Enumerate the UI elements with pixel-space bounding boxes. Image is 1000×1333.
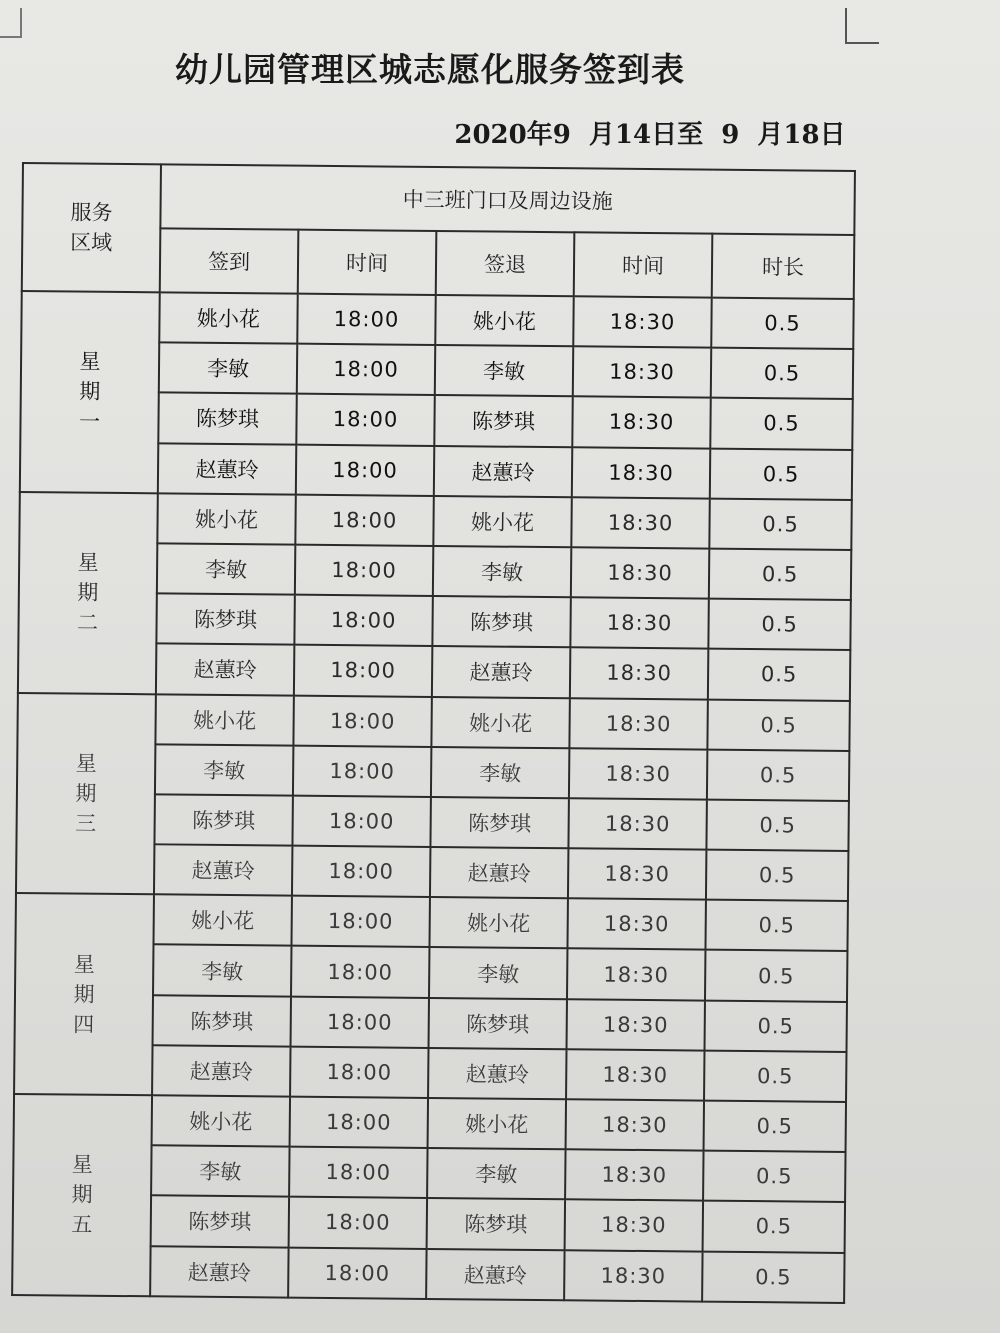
sign-in-cell: 赵蕙玲 — [154, 844, 292, 896]
col-header-sign-in: 签到 — [160, 228, 299, 293]
time-out-cell: 18:30 — [564, 1250, 702, 1302]
time-out-cell: 18:30 — [569, 748, 707, 800]
col-header-time-in: 时间 — [298, 230, 437, 295]
time-in-cell: 18:00 — [288, 1247, 426, 1299]
time-out-cell: 18:30 — [572, 397, 710, 449]
sign-out-cell: 姚小花 — [433, 496, 571, 548]
duration-cell: 0.5 — [711, 298, 854, 350]
time-in-cell: 18:00 — [295, 545, 433, 597]
sign-in-cell: 姚小花 — [159, 292, 297, 344]
duration-cell: 0.5 — [703, 1151, 846, 1203]
time-in-cell: 18:00 — [291, 896, 429, 948]
time-in-cell: 18:00 — [293, 745, 431, 797]
sign-out-cell: 姚小花 — [429, 897, 567, 949]
time-out-cell: 18:30 — [570, 597, 708, 649]
duration-cell: 0.5 — [709, 549, 852, 601]
sign-in-cell: 赵蕙玲 — [152, 1045, 290, 1097]
sign-in-cell: 姚小花 — [153, 895, 291, 947]
sign-out-cell: 李敏 — [431, 747, 569, 799]
time-in-cell: 18:00 — [296, 444, 434, 496]
duration-cell: 0.5 — [708, 599, 851, 651]
sign-in-cell: 李敏 — [153, 945, 291, 997]
sign-in-cell: 陈梦琪 — [156, 593, 294, 645]
sign-in-cell: 姚小花 — [157, 493, 295, 545]
signin-table — [11, 162, 856, 1304]
sign-in-cell: 李敏 — [151, 1145, 289, 1197]
sign-out-cell: 赵蕙玲 — [434, 446, 572, 498]
sign-out-cell: 李敏 — [427, 1148, 565, 1200]
time-out-cell: 18:30 — [567, 899, 705, 951]
time-out-cell: 18:30 — [568, 848, 706, 900]
duration-cell: 0.5 — [702, 1251, 845, 1303]
sign-out-cell: 李敏 — [435, 345, 573, 397]
time-out-cell: 18:30 — [570, 648, 708, 700]
time-in-cell: 18:00 — [290, 1097, 428, 1149]
duration-cell: 0.5 — [706, 799, 849, 851]
table-row — [21, 291, 853, 349]
sign-in-cell: 陈梦琪 — [154, 794, 292, 846]
time-out-cell: 18:30 — [573, 346, 711, 398]
sign-in-cell: 姚小花 — [152, 1095, 290, 1147]
sign-in-cell: 李敏 — [157, 543, 295, 595]
time-in-cell: 18:00 — [290, 1046, 428, 1098]
sign-in-cell: 陈梦琪 — [153, 995, 291, 1047]
duration-cell: 0.5 — [710, 398, 853, 450]
table-row — [14, 1094, 846, 1152]
sign-in-cell: 陈梦琪 — [151, 1196, 289, 1248]
sign-in-cell: 赵蕙玲 — [156, 644, 294, 696]
table-row — [15, 893, 847, 951]
time-out-cell: 18:30 — [568, 798, 706, 850]
time-in-cell: 18:00 — [289, 1197, 427, 1249]
time-out-cell: 18:30 — [565, 1149, 703, 1201]
duration-cell: 0.5 — [708, 649, 851, 701]
time-in-cell: 18:00 — [294, 645, 432, 697]
sign-in-cell: 赵蕙玲 — [158, 443, 296, 495]
day-label: 星 期 三 — [16, 692, 156, 894]
time-in-cell: 18:00 — [296, 394, 434, 446]
duration-cell: 0.5 — [704, 1050, 847, 1102]
sign-out-cell: 赵蕙玲 — [428, 1048, 566, 1100]
time-in-cell: 18:00 — [293, 695, 431, 747]
time-in-cell: 18:00 — [289, 1147, 427, 1199]
day-label: 星 期 四 — [14, 893, 154, 1095]
time-out-cell: 18:30 — [567, 999, 705, 1051]
sign-out-cell: 赵蕙玲 — [430, 847, 568, 899]
duration-cell: 0.5 — [704, 1101, 847, 1153]
document-title: 幼儿园管理区城志愿化服务签到表 — [175, 50, 685, 89]
col-header-sign-out: 签退 — [436, 231, 575, 296]
time-in-cell: 18:00 — [291, 996, 429, 1048]
sign-out-cell: 陈梦琪 — [429, 998, 567, 1050]
time-out-cell: 18:30 — [569, 698, 707, 750]
sign-in-cell: 赵蕙玲 — [150, 1246, 288, 1298]
page-margin-mark-left — [0, 8, 22, 38]
sign-out-cell: 姚小花 — [431, 696, 569, 748]
location-header: 中三班门口及周边设施 — [160, 164, 855, 235]
duration-cell: 0.5 — [705, 1000, 848, 1052]
day-label: 星 期 一 — [20, 291, 160, 493]
duration-cell: 0.5 — [710, 448, 853, 500]
time-out-cell: 18:30 — [566, 1049, 704, 1101]
duration-cell: 0.5 — [705, 950, 848, 1002]
sign-in-cell: 陈梦琪 — [158, 393, 296, 445]
sign-out-cell: 李敏 — [433, 546, 571, 598]
date-range: 2020年9 月14日至 9 月18日 — [454, 120, 846, 150]
time-in-cell: 18:00 — [291, 946, 429, 998]
time-out-cell: 18:30 — [572, 447, 710, 499]
sign-out-cell: 陈梦琪 — [434, 395, 572, 447]
sign-in-cell: 李敏 — [155, 744, 293, 796]
time-out-cell: 18:30 — [571, 497, 709, 549]
duration-cell: 0.5 — [709, 498, 852, 550]
time-out-cell: 18:30 — [565, 1200, 703, 1252]
col-header-duration: 时长 — [712, 234, 855, 299]
duration-cell: 0.5 — [706, 850, 849, 902]
time-in-cell: 18:00 — [292, 846, 430, 898]
sign-out-cell: 姚小花 — [435, 295, 573, 347]
time-out-cell: 18:30 — [571, 547, 709, 599]
sign-in-cell: 李敏 — [159, 343, 297, 395]
time-out-cell: 18:30 — [573, 296, 711, 348]
table-row — [17, 692, 849, 750]
sign-out-cell: 李敏 — [429, 947, 567, 999]
sign-out-cell: 赵蕙玲 — [432, 646, 570, 698]
sign-out-cell: 姚小花 — [428, 1098, 566, 1150]
sign-out-cell: 陈梦琪 — [430, 797, 568, 849]
time-out-cell: 18:30 — [567, 949, 705, 1001]
sign-out-cell: 赵蕙玲 — [426, 1248, 564, 1300]
time-in-cell: 18:00 — [295, 494, 433, 546]
sign-out-cell: 陈梦琪 — [427, 1198, 565, 1250]
time-in-cell: 18:00 — [294, 595, 432, 647]
day-label: 星 期 二 — [18, 492, 158, 694]
sign-in-cell: 姚小花 — [155, 694, 293, 746]
time-out-cell: 18:30 — [566, 1099, 704, 1151]
time-in-cell: 18:00 — [292, 796, 430, 848]
time-in-cell: 18:00 — [297, 294, 435, 346]
service-area-header: 服务 区域 — [22, 163, 161, 292]
col-header-time-out: 时间 — [574, 232, 713, 297]
duration-cell: 0.5 — [707, 699, 850, 751]
sign-out-cell: 陈梦琪 — [432, 596, 570, 648]
duration-cell: 0.5 — [705, 900, 848, 952]
duration-cell: 0.5 — [707, 749, 850, 801]
duration-cell: 0.5 — [703, 1201, 846, 1253]
table-row — [19, 492, 851, 550]
page-margin-mark-right — [845, 8, 879, 44]
time-in-cell: 18:00 — [297, 344, 435, 396]
day-label: 星 期 五 — [12, 1094, 152, 1296]
duration-cell: 0.5 — [711, 348, 854, 400]
